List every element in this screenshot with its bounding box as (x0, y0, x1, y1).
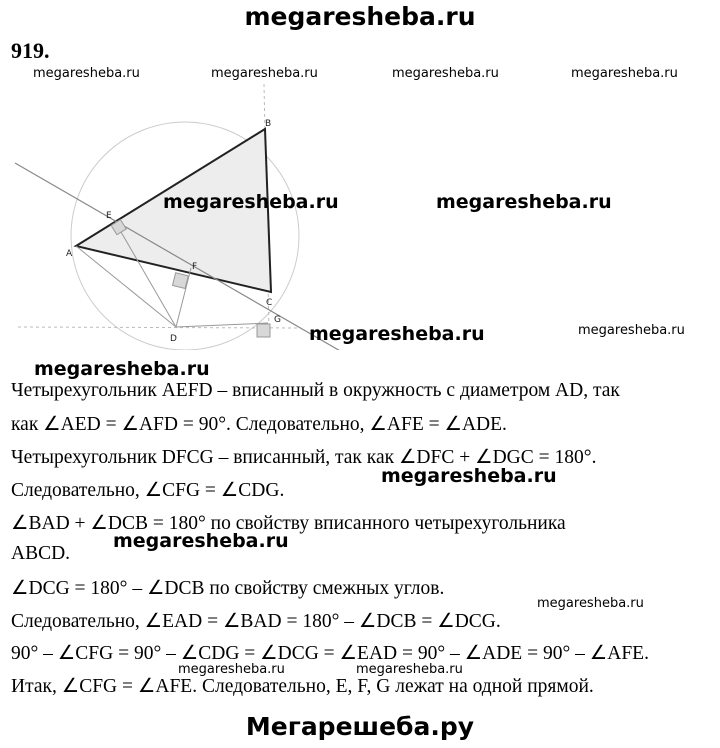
watermark: megaresheba.ru (33, 66, 140, 81)
watermark: megaresheba.ru (163, 191, 339, 213)
right-angle-g (257, 324, 270, 337)
watermark: megaresheba.ru (113, 530, 289, 552)
watermark: megaresheba.ru (34, 358, 210, 380)
watermark: megaresheba.ru (309, 323, 485, 345)
solution-line: ABCD. (11, 543, 71, 564)
watermark: megaresheba.ru (211, 66, 318, 81)
right-angle-f (172, 273, 188, 289)
label-g: G (274, 315, 281, 325)
label-e: E (106, 211, 112, 221)
problem-number: 919. (11, 38, 50, 63)
solution-line: как ∠AED = ∠AFD = 90°. Следовательно, ∠AFE = ∠ADE. (11, 414, 507, 435)
label-a: A (66, 249, 73, 259)
solution-line: Следовательно, ∠EAD = ∠BAD = 180° – ∠DCB = ∠DCG. (11, 611, 501, 632)
watermark: megaresheba.ru (178, 662, 285, 677)
solution-line: Четырехугольник DFCG – вписанный, так как ∠DFC + ∠DGC = 180°. (11, 447, 597, 468)
solution-line: ∠DCG = 180° – ∠DCB по свойству смежных углов. (11, 578, 445, 599)
geometry-figure (0, 80, 720, 350)
label-c: C (266, 298, 273, 308)
watermark: megaresheba.ru (537, 596, 644, 611)
watermark: megaresheba.ru (381, 465, 557, 487)
site-title: megaresheba.ru (244, 2, 476, 31)
label-f: F (192, 262, 198, 272)
watermark: megaresheba.ru (571, 66, 678, 81)
solution-line: Итак, ∠CFG = ∠AFE. Следовательно, E, F, G лежат на одной прямой. (11, 676, 594, 697)
watermark: megaresheba.ru (356, 662, 463, 677)
label-b: B (265, 119, 272, 129)
watermark: megaresheba.ru (436, 191, 612, 213)
solution-line: 90° – ∠CFG = 90° – ∠CDG = ∠DCG = ∠EAD = 90° – ∠ADE = 90° – ∠AFE. (11, 643, 649, 664)
watermark: megaresheba.ru (392, 66, 499, 81)
footer-site: Мегарешеба.ру (245, 712, 475, 741)
watermark: megaresheba.ru (578, 323, 685, 338)
solution-line: ∠BAD + ∠DCB = 180° по свойству вписанного четырехугольника (11, 513, 566, 534)
solution-line: Четырехугольник AEFD – вписанный в окружность с диаметром AD, так (11, 380, 620, 401)
solution-line: Следовательно, ∠CFG = ∠CDG. (11, 480, 285, 501)
label-d: D (170, 334, 177, 344)
